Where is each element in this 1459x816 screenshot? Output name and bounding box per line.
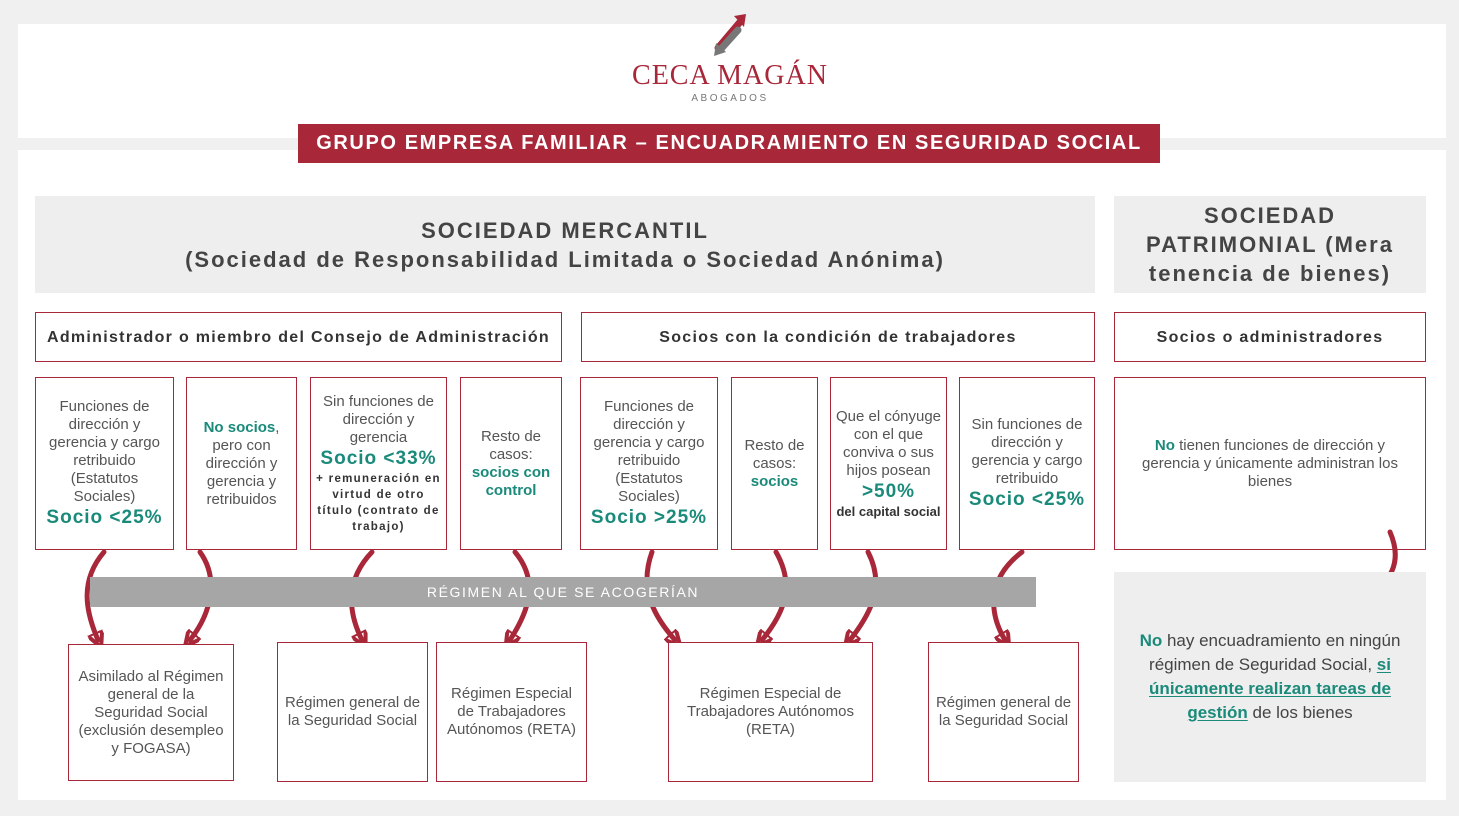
text-part-1: hay encuadramiento en ningún régimen de Seguridad Social, xyxy=(1149,631,1401,674)
patrimonial-line2: PATRIMONIAL (Mera xyxy=(1146,232,1394,257)
case-note: del capital social xyxy=(836,503,941,519)
case-tag: Socio <25% xyxy=(968,488,1086,510)
mercantil-line2: (Sociedad de Responsabilidad Limitada o Sociedad Anónima) xyxy=(185,246,945,272)
admin-header: Administrador o miembro del Consejo de Administración xyxy=(35,312,562,362)
case-tag: Socio <25% xyxy=(46,506,163,528)
patrimonial-line3: tenencia de bienes) xyxy=(1148,261,1392,286)
case-text: Sin funciones de dirección y gerencia xyxy=(323,392,434,446)
regime-bar-label: RÉGIMEN AL QUE SE ACOGERÍAN xyxy=(426,584,700,600)
patrimonial-line1: SOCIEDAD xyxy=(1203,203,1337,228)
case-bold: No socios xyxy=(203,418,276,436)
case-text: Funciones de dirección y gerencia y cargo retribuido (Estatutos Sociales) xyxy=(593,397,705,505)
no-encuadramiento-box xyxy=(1114,572,1426,782)
case-text: Funciones de dirección y gerencia y cargo retribuido (Estatutos Sociales) xyxy=(49,397,160,505)
regime-general-2: Régimen general de la Seguridad Social xyxy=(928,642,1079,782)
mercantil-line1: SOCIEDAD MERCANTIL xyxy=(421,217,709,243)
regime-reta-2: Régimen Especial de Trabajadores Autónomos (RETA) xyxy=(668,642,873,782)
regime-reta-1: Régimen Especial de Trabajadores Autónomos (RETA) xyxy=(436,642,587,782)
brand-sub: ABOGADOS xyxy=(691,93,769,104)
case-text: Resto de casos: xyxy=(480,427,542,463)
case-text: Sin funciones de dirección y gerencia y cargo retribuido xyxy=(971,415,1083,487)
gestion-link: si únicamente realizan tareas de gestión xyxy=(1149,655,1391,722)
case-bold: socios xyxy=(750,472,799,490)
case-tag: Socio >25% xyxy=(590,506,708,528)
text-part-2: de los bienes xyxy=(1247,703,1353,722)
regime-general-1: Régimen general de la Seguridad Social xyxy=(277,642,428,782)
case-text: Resto de casos: xyxy=(744,436,805,472)
socios-trabajadores-header: Socios con la condición de trabajadores xyxy=(581,312,1095,362)
case-bold: No xyxy=(1154,436,1175,454)
case-text: , pero con dirección y gerencia y retribuidos xyxy=(205,418,280,508)
case-note: + remuneración en virtud de otro título (contrato de trabajo) xyxy=(316,472,441,533)
socios-administradores-header: Socios o administradores xyxy=(1114,312,1426,362)
case-text: Que el cónyuge con el que conviva o sus hijos posean xyxy=(835,407,942,479)
case-tag: Socio <33% xyxy=(320,447,437,469)
regime-asimilado-general: Asimilado al Régimen general de la Seguridad Social (exclusión desempleo y FOGASA) xyxy=(68,644,234,781)
case-bold: socios con control xyxy=(471,463,551,499)
brand-name: CECA MAGÁN xyxy=(632,60,828,91)
no-word: No xyxy=(1139,631,1163,650)
case-tag: >50% xyxy=(861,480,916,502)
title-text: GRUPO EMPRESA FAMILIAR – ENCUADRAMIENTO EN SEGURIDAD SOCIAL xyxy=(316,132,1142,154)
no-encuadramiento-text xyxy=(1128,629,1412,725)
regime-bar xyxy=(90,577,1036,607)
case-text: tienen funciones de dirección y gerencia y únicamente administran los bienes xyxy=(1142,436,1398,490)
